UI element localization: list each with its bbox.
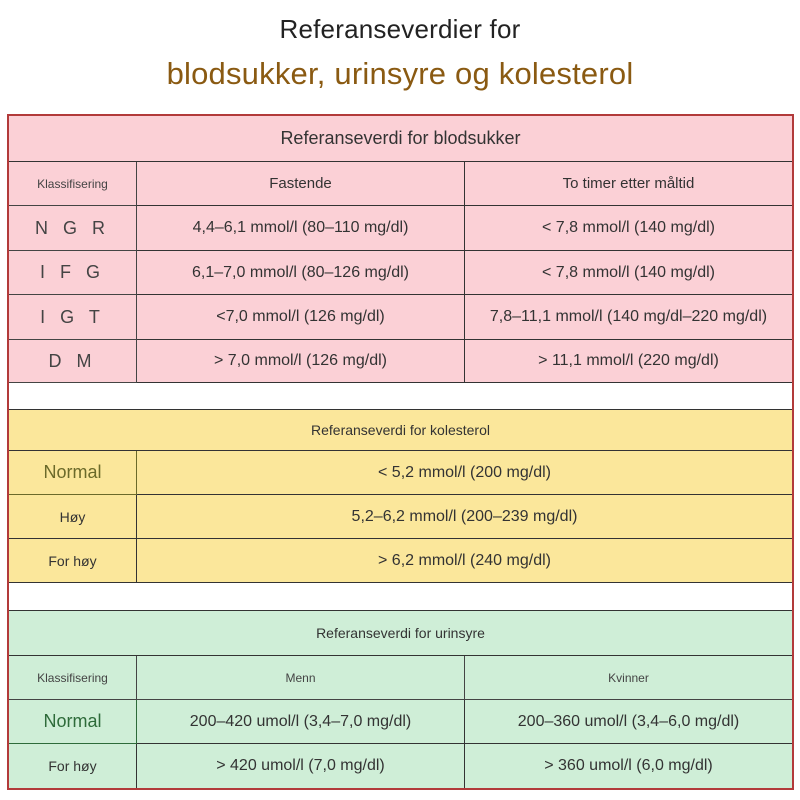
- urinsyre-row-women: 200–360 umol/l (3,4–6,0 mg/dl): [465, 700, 792, 744]
- urinsyre-row-label: Normal: [9, 700, 137, 744]
- reference-table: [7, 114, 794, 790]
- kolesterol-row-label: Høy: [9, 495, 137, 539]
- blodsukker-header-classification: Klassifisering: [9, 162, 137, 206]
- kolesterol-row-label: For høy: [9, 539, 137, 583]
- urinsyre-header-men: Menn: [137, 656, 465, 700]
- urinsyre-row-men: 200–420 umol/l (3,4–7,0 mg/dl): [137, 700, 465, 744]
- kolesterol-row-value: > 6,2 mmol/l (240 mg/dl): [137, 539, 792, 583]
- page-title-line1: Referanseverdier for: [279, 14, 521, 44]
- kolesterol-section-title: Referanseverdi for kolesterol: [9, 409, 792, 451]
- blodsukker-row-after: 7,8–11,1 mmol/l (140 mg/dl–220 mg/dl): [465, 295, 792, 340]
- urinsyre-section-title: Referanseverdi for urinsyre: [9, 610, 792, 656]
- urinsyre-row-men: > 420 umol/l (7,0 mg/dl): [137, 744, 465, 788]
- urinsyre-row-label: For høy: [9, 744, 137, 788]
- blodsukker-row-code: I F G: [9, 251, 137, 295]
- blodsukker-row-fasting: <7,0 mmol/l (126 mg/dl): [137, 295, 465, 340]
- blodsukker-header-after-meal: To timer etter måltid: [465, 162, 792, 206]
- urinsyre-header-classification: Klassifisering: [9, 656, 137, 700]
- blodsukker-row-after: > 11,1 mmol/l (220 mg/dl): [465, 340, 792, 383]
- urinsyre-header-women: Kvinner: [465, 656, 792, 700]
- blodsukker-row-code: I G T: [9, 295, 137, 340]
- section-spacer: [9, 583, 792, 610]
- blodsukker-row-code: D M: [9, 340, 137, 383]
- urinsyre-row-women: > 360 umol/l (6,0 mg/dl): [465, 744, 792, 788]
- blodsukker-row-after: < 7,8 mmol/l (140 mg/dl): [465, 251, 792, 295]
- kolesterol-row-value: 5,2–6,2 mmol/l (200–239 mg/dl): [137, 495, 792, 539]
- blodsukker-row-fasting: 4,4–6,1 mmol/l (80–110 mg/dl): [137, 206, 465, 251]
- blodsukker-row-fasting: > 7,0 mmol/l (126 mg/dl): [137, 340, 465, 383]
- kolesterol-row-value: < 5,2 mmol/l (200 mg/dl): [137, 451, 792, 495]
- kolesterol-row-label: Normal: [9, 451, 137, 495]
- page-title-line2: blodsukker, urinsyre og kolesterol: [166, 56, 634, 91]
- blodsukker-row-code: N G R: [9, 206, 137, 251]
- blodsukker-row-fasting: 6,1–7,0 mmol/l (80–126 mg/dl): [137, 251, 465, 295]
- blodsukker-row-after: < 7,8 mmol/l (140 mg/dl): [465, 206, 792, 251]
- section-spacer: [9, 383, 792, 409]
- blodsukker-section-title: Referanseverdi for blodsukker: [9, 116, 792, 162]
- blodsukker-header-fasting: Fastende: [137, 162, 465, 206]
